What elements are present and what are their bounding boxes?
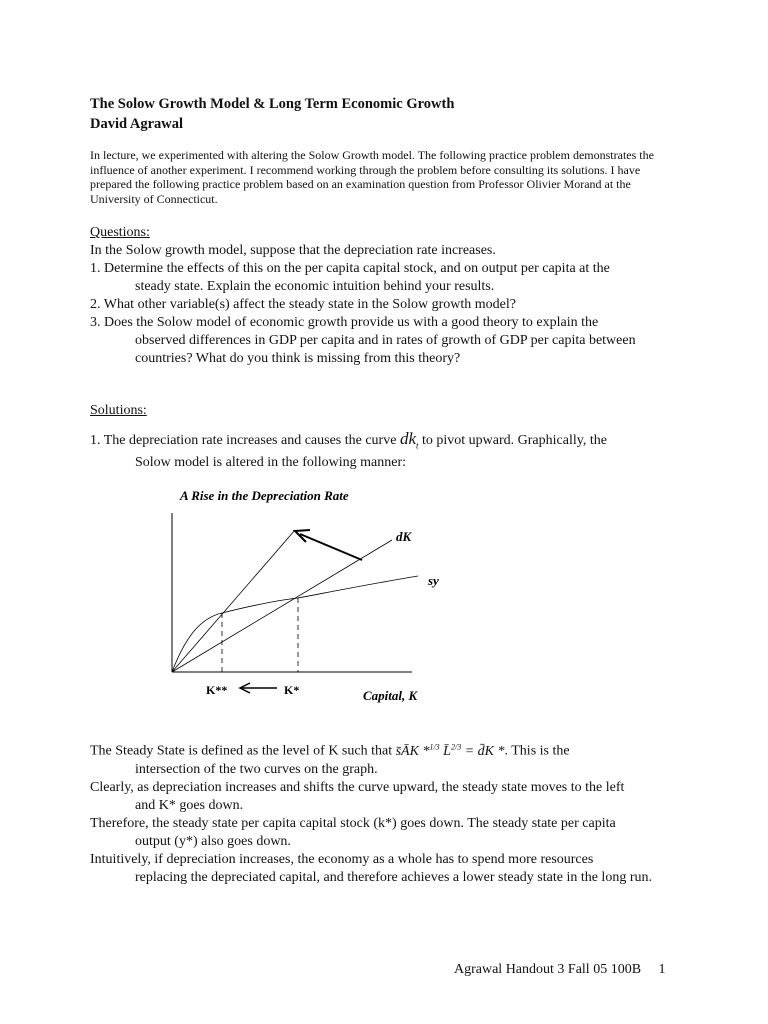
document-title: The Solow Growth Model & Long Term Economic Growth xyxy=(90,96,455,112)
paragraph-therefore: Therefore, the steady state per capita capital stock (k*) goes down. The steady state per capita output (y*) also goes down. xyxy=(90,815,616,849)
solutions-heading: Solutions: xyxy=(90,403,147,418)
steady-state-formula: s̄ĀK *$^{1/3}$ L̄$^{2/3}$ = d̄K * xyxy=(395,742,505,759)
solution-1-line: 1. The depreciation rate increases and causes the curve $dk_t$ to pivot upward. Graphically, the xyxy=(90,429,607,451)
k-old-label: K* xyxy=(284,683,300,697)
footer-text: Agrawal Handout 3 Fall 05 100B xyxy=(454,962,642,977)
solow-chart xyxy=(160,478,460,708)
sy-curve-label: sy xyxy=(428,573,439,588)
question-item-3: 3. Does the Solow model of economic growth provide us with a good theory to explain the observed differences in GDP per capita and in rates of growth of GDP per capita between countries? What do you think is missing from this theory? xyxy=(90,315,636,366)
paragraph-clearly: Clearly, as depreciation increases and shifts the curve upward, the steady state moves to the left and K* goes down. xyxy=(90,779,625,813)
k-new-label: K** xyxy=(206,683,228,697)
dk-curve-label: dK xyxy=(396,529,412,544)
x-axis-label: Capital, K xyxy=(363,688,418,703)
pivot-arrow-shaft xyxy=(300,534,362,560)
chart-title: A Rise in the Depreciation Rate xyxy=(180,488,349,503)
questions-lead: In the Solow growth model, suppose that the depreciation rate increases. xyxy=(90,243,496,258)
questions-heading: Questions: xyxy=(90,225,150,240)
question-item-1: 1. Determine the effects of this on the per capita capital stock, and on output per capita at the steady state. Explain the economic intuition behind your results. xyxy=(90,261,610,294)
question-item-2: 2. What other variable(s) affect the steady state in the Solow growth model? xyxy=(90,297,516,312)
document-title-block xyxy=(90,94,454,134)
solution-1-continued: Solow model is altered in the following manner: xyxy=(135,455,407,471)
steady-state-section: The Steady State is defined as the level of K such that s̄ĀK *$^{1/3}$ L̄$^{2/3}$ = d̄K *. This is the intersection of the two curves on the graph. Clearly, as depreciation increases and shifts the curve upward, the steady state moves to the left and K* goes down. Therefore, the steady state per capita capital stock (k*) goes down. The steady state per capita output (y*) also goes down. Intuitively, if depreciation increases, the economy as a whole has to spend more resources replacing the depreciated capital, and therefore achieves a lower steady state in the long run. xyxy=(90,738,690,887)
paragraph-intuitively: Intuitively, if depreciation increases, the economy as a whole has to spend more resources replacing the depreciated capital, and therefore achieves a lower steady state in the long run. xyxy=(90,851,652,885)
intro-paragraph: In lecture, we experimented with altering the Solow Growth model. The following practice problem demonstrates the influence of another experiment. I recommend working through the problem before consulting its solutions. I have prepared the following practice problem based on an examination question from Professor Olivier Morand at the University of Connecticut. xyxy=(90,148,654,206)
page-number: 1 xyxy=(658,962,666,977)
page-footer xyxy=(454,962,666,978)
document-author: David Agrawal xyxy=(90,116,184,132)
dk-symbol: $dk_t$ xyxy=(399,429,419,451)
steady-state-definition: The Steady State is defined as the level of K such that s̄ĀK *$^{1/3}$ L̄$^{2/3}$ = d̄K *. This is the xyxy=(90,742,570,759)
sy-curve xyxy=(172,576,418,672)
solutions-section xyxy=(90,402,690,472)
questions-section xyxy=(90,224,690,368)
